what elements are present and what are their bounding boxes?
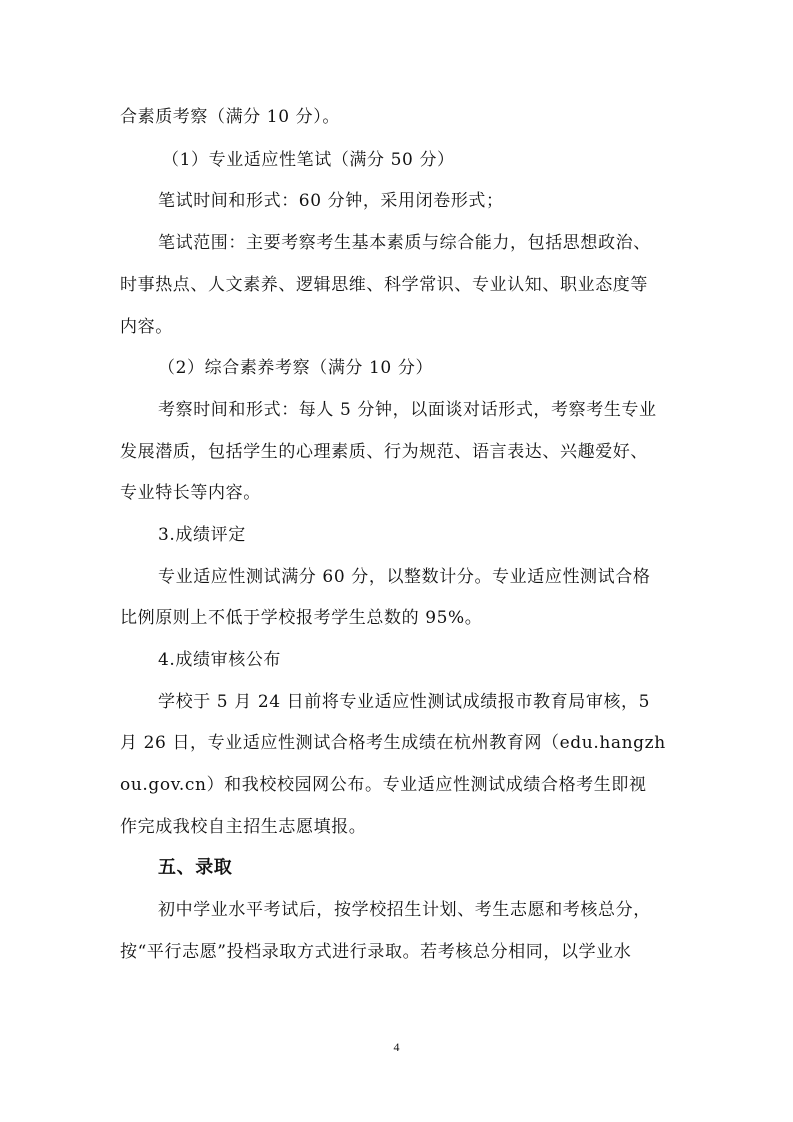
paragraph-line: 合素质考察（满分 10 分）。 — [120, 107, 340, 127]
paragraph-line: 月 26 日，专业适应性测试合格考生成绩在杭州教育网（edu.hangzh — [120, 733, 666, 753]
section-heading: 3.成绩评定 — [158, 525, 246, 545]
paragraph-line: ou.gov.cn）和我校校园网公布。专业适应性测试成绩合格考生即视 — [120, 775, 647, 795]
subsection-heading: （2）综合素养考察（满分 10 分） — [158, 358, 434, 378]
paragraph-line: 内容。 — [120, 317, 173, 337]
paragraph-line: 比例原则上不低于学校报考学生总数的 95%。 — [120, 608, 483, 628]
paragraph-line: 按“平行志愿”投档录取方式进行录取。若考核总分相同，以学业水 — [120, 942, 632, 962]
section-title: 五、录取 — [158, 857, 233, 878]
paragraph-line: 初中学业水平考试后，按学校招生计划、考生志愿和考核总分， — [158, 900, 651, 920]
paragraph-line: 学校于 5 月 24 日前将专业适应性测试成绩报市教育局审核，5 — [158, 692, 651, 712]
paragraph-line: 专业特长等内容。 — [120, 483, 261, 503]
paragraph-line: 考察时间和形式：每人 5 分钟，以面谈对话形式，考察考生专业 — [158, 400, 657, 420]
paragraph-line: 发展潜质，包括学生的心理素质、行为规范、语言表达、兴趣爱好、 — [120, 442, 648, 462]
page-number: 4 — [393, 1040, 400, 1054]
paragraph-line: 笔试时间和形式：60 分钟，采用闭卷形式； — [158, 191, 504, 211]
subsection-heading: （1）专业适应性笔试（满分 50 分） — [162, 150, 455, 170]
paragraph-line: 作完成我校自主招生志愿填报。 — [120, 817, 367, 837]
paragraph-line: 时事热点、人文素养、逻辑思维、科学常识、专业认知、职业态度等 — [120, 275, 648, 295]
paragraph-line: 专业适应性测试满分 60 分，以整数计分。专业适应性测试合格 — [158, 567, 651, 587]
paragraph-line: 笔试范围：主要考察考生基本素质与综合能力，包括思想政治、 — [158, 233, 651, 253]
section-heading: 4.成绩审核公布 — [158, 650, 282, 670]
